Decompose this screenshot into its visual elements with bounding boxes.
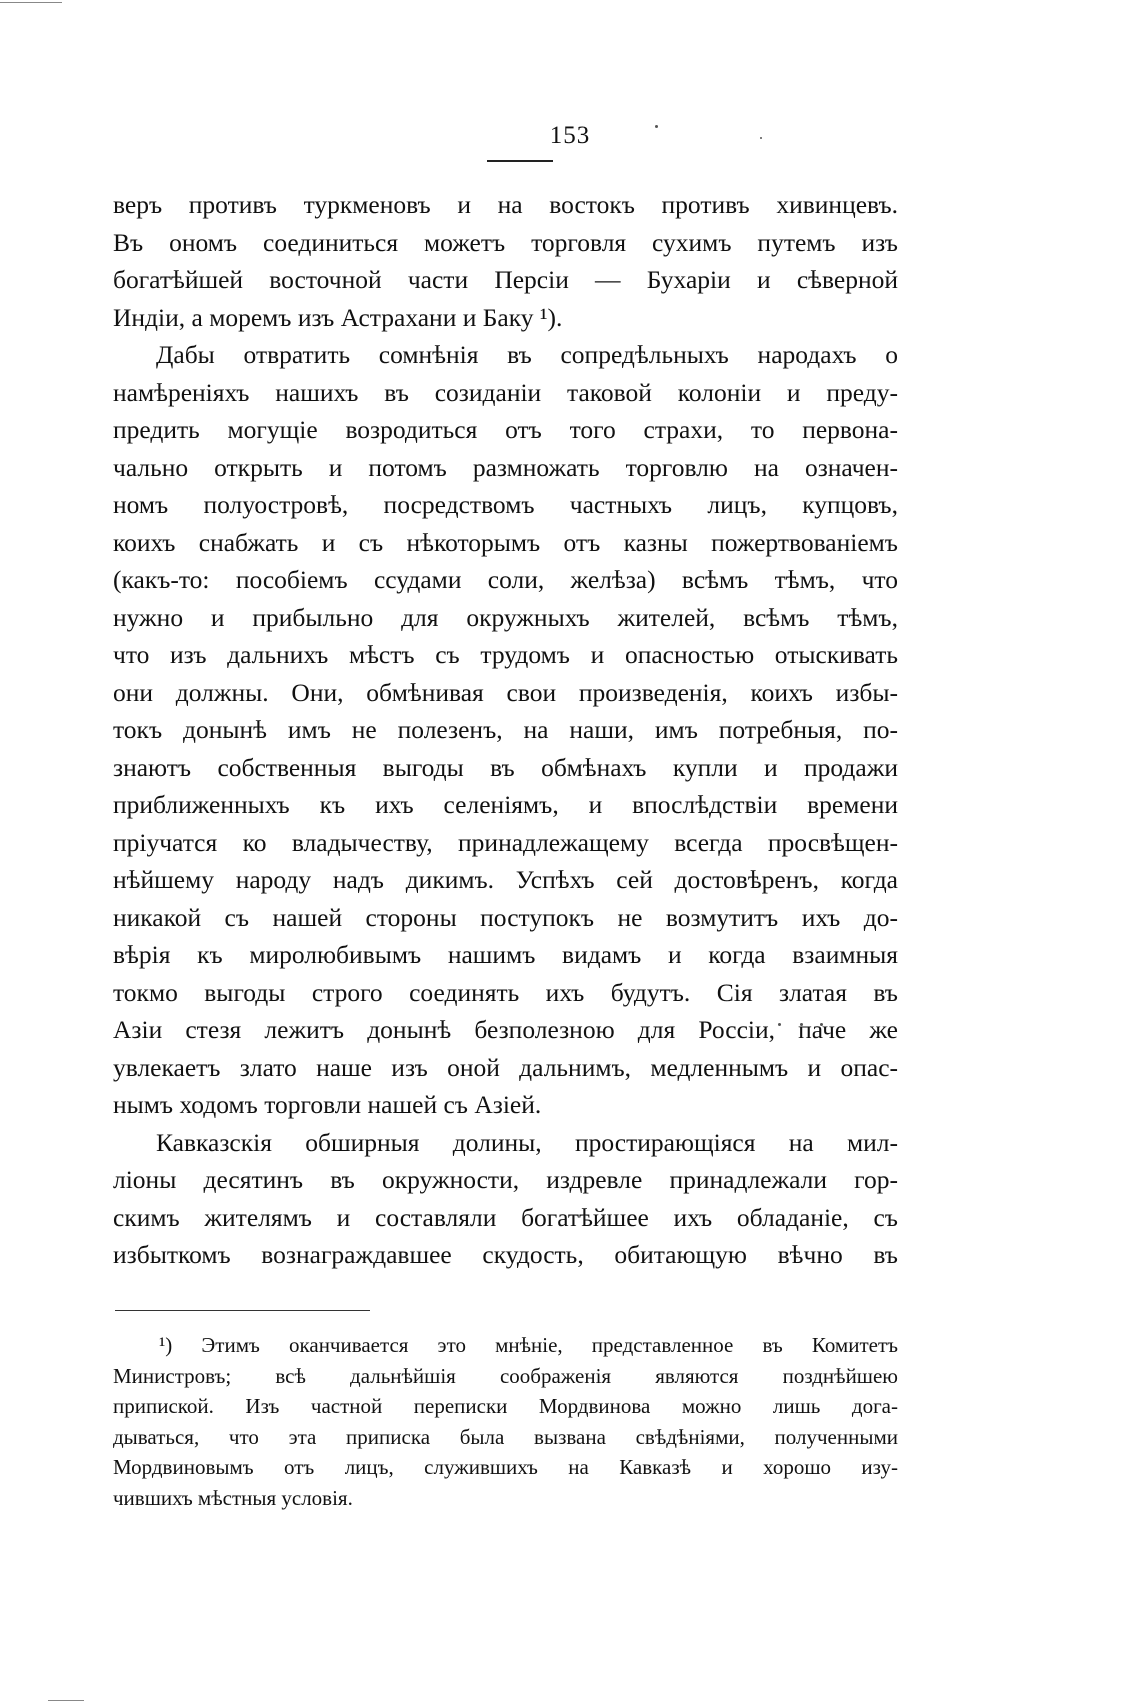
text-line: Индіи, а моремъ изъ Астрахани и Баку ¹). bbox=[113, 302, 563, 332]
text-line: (какъ-то: пособіемъ ссудами соли, желѣза) всѣмъ тѣмъ, что bbox=[113, 565, 898, 594]
scan-corner-mark-bottom bbox=[48, 1700, 84, 1701]
text-line: нужно и прибыльно для окружныхъ жителей, всѣмъ тѣмъ, bbox=[113, 602, 898, 632]
footnote-line: Мордвиновымъ отъ лицъ, служившихъ на Кавказѣ и хорошо изу- bbox=[113, 1455, 898, 1479]
text-line: ліоны десятинъ въ окружности, издревле принадлежали гор- bbox=[113, 1165, 898, 1194]
text-line: они должны. Они, обмѣнивая свои произведенія, коихъ избы- bbox=[113, 677, 898, 707]
text-line: Въ ономъ соединиться можетъ торговля сухимъ путемъ изъ bbox=[113, 227, 898, 257]
text-line: знаютъ собственныя выгоды въ обмѣнахъ купли и продажи bbox=[113, 752, 898, 782]
text-line: намѣреніяхъ нашихъ въ созиданіи таковой колоніи и преду- bbox=[113, 377, 898, 407]
paragraph bbox=[113, 1124, 898, 1274]
footnotes bbox=[113, 1330, 898, 1513]
text-line: чально открыть и потомъ размножать торговлю на означен- bbox=[113, 452, 898, 482]
text-line: никакой съ нашей стороны поступокъ не возмутитъ ихъ до- bbox=[113, 902, 898, 932]
footnote-line: чившихъ мѣстныя условія. bbox=[113, 1485, 353, 1510]
text-line: увлекаетъ злато наше изъ оной дальнимъ, медленнымъ и опас- bbox=[113, 1052, 898, 1082]
footnote bbox=[113, 1330, 898, 1513]
text-line: вѣрія къ миролюбивымъ нашимъ видамъ и когда взаимныя bbox=[113, 940, 898, 969]
text-line: Дабы отвратить сомнѣнія въ сопредѣльныхъ народахъ о bbox=[156, 340, 898, 369]
scan-corner-mark-top bbox=[0, 2, 62, 3]
text-line: приближенныхъ къ ихъ селеніямъ, и впослѣдствіи времени bbox=[113, 790, 898, 819]
text-line: токмо выгоды строго соединять ихъ будутъ. Сія златая въ bbox=[113, 977, 898, 1007]
text-line: коихъ снабжать и съ нѣкоторымъ отъ казны пожертвованіемъ bbox=[113, 527, 898, 557]
text-line: богатѣйшей восточной части Персіи — Бухаріи и сѣверной bbox=[113, 265, 898, 294]
footnote-line: ¹) Этимъ оканчивается это мнѣніе, представленное въ Комитетъ bbox=[159, 1333, 898, 1357]
text-line: веръ противъ туркменовъ и на востокъ противъ хивинцевъ. bbox=[113, 190, 898, 219]
text-line: нымъ ходомъ торговли нашей съ Азіей. bbox=[113, 1090, 542, 1119]
text-line: Кавказскія обширныя долины, простирающіяся на мил- bbox=[156, 1127, 898, 1157]
text-line: предить могущіе возродиться отъ того страхи, то первона- bbox=[113, 415, 898, 444]
footnote-line: Министровъ; всѣ дальнѣйшія соображенія являются позднѣйшею bbox=[113, 1363, 898, 1388]
paragraph bbox=[113, 336, 898, 1124]
text-line: Азіи стезя лежитъ донынѣ безполезною для Россіи, паче же bbox=[113, 1015, 898, 1044]
text-line: номъ полуостровѣ, посредствомъ частныхъ лицъ, купцовъ, bbox=[113, 490, 898, 519]
page-number: 153 bbox=[549, 122, 591, 149]
text-line: что изъ дальнихъ мѣстъ съ трудомъ и опасностью отыскивать bbox=[113, 640, 898, 669]
text-line: скимъ жителямъ и составляли богатѣйшее ихъ обладаніе, съ bbox=[113, 1202, 898, 1232]
text-line: токъ донынѣ имъ не полезенъ, на наши, имъ потребныя, по- bbox=[113, 715, 898, 744]
paragraph bbox=[113, 186, 898, 336]
footnote-line: дываться, что эта приписка была вызвана свѣдѣніями, полученными bbox=[113, 1424, 898, 1449]
text-line: избыткомъ вознаграждавшее скудость, обитающую вѣчно въ bbox=[113, 1240, 898, 1269]
footnote-line: припиской. Изъ частной переписки Мордвинова можно лишь дога- bbox=[113, 1394, 898, 1418]
main-text bbox=[113, 186, 898, 1274]
footnote-separator bbox=[115, 1310, 370, 1311]
text-line: нѣйшему народу надъ дикимъ. Успѣхъ сей достовѣренъ, когда bbox=[113, 865, 898, 894]
page-number-underline bbox=[487, 160, 553, 162]
text-line: пріучатся ко владычеству, принадлежащему всегда просвѣщен- bbox=[113, 827, 898, 857]
